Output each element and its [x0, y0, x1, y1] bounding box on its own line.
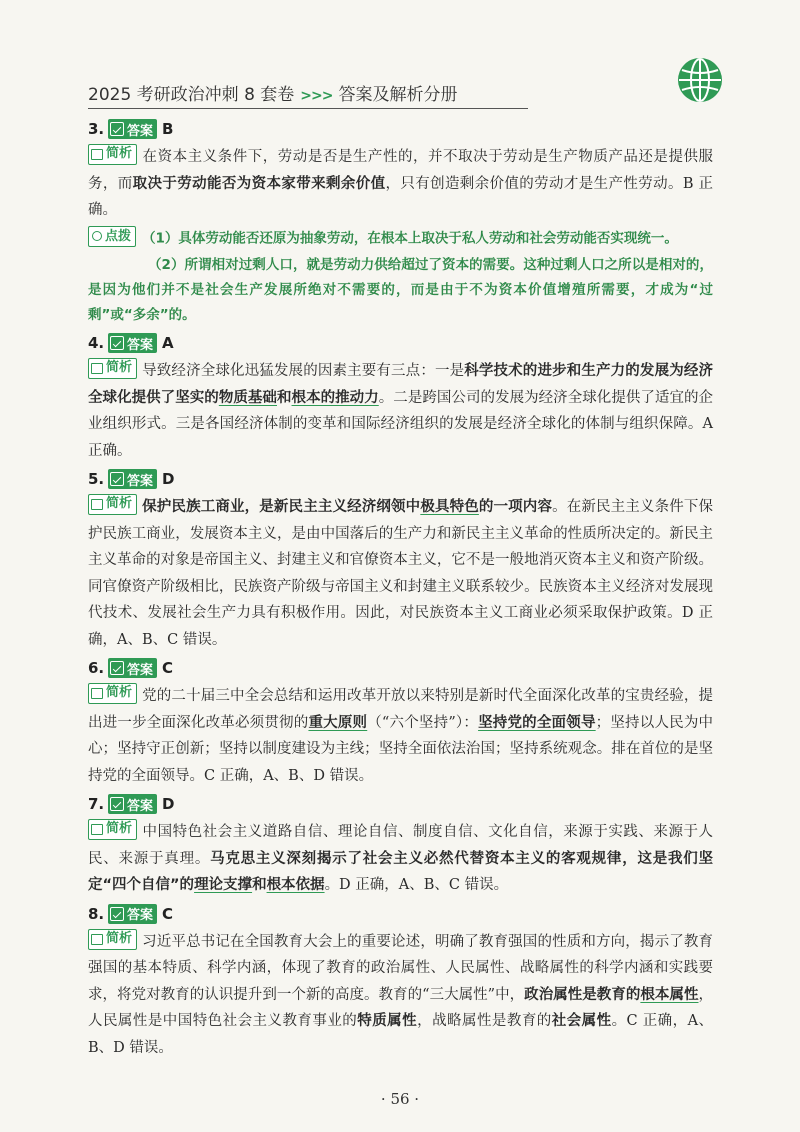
question-number: 8. — [88, 904, 105, 923]
page-header — [88, 76, 728, 110]
answer-badge — [108, 904, 157, 924]
answer-badge — [108, 469, 157, 489]
question-number: 7. — [88, 795, 105, 813]
answer-letter: A — [162, 334, 174, 352]
answer-badge-label: 答案 — [127, 473, 154, 489]
header-title — [88, 80, 458, 105]
answer-letter: D — [162, 470, 175, 488]
tip-text: （2）所谓相对过剩人口，就是劳动力供给超过了资本的需要。这种过剩人口之所以是相对的，是因为他们并不是社会生产发展所绝对不需要的，而是由于不为资本价值增殖所需要，才成为“过剩”或“多余”的。 — [88, 257, 713, 323]
tip-badge — [88, 226, 136, 247]
book-icon — [91, 363, 103, 374]
check-edit-icon — [110, 472, 124, 486]
header-subtitle: 答案及解析分册 — [338, 85, 458, 105]
analysis-paragraph — [88, 683, 713, 789]
answer-badge-label: 答案 — [127, 908, 154, 923]
book-icon — [91, 934, 103, 945]
analysis-text: 导致经济全球化迅猛发展的因素主要有三点：一是 — [142, 363, 465, 379]
check-edit-icon — [110, 907, 124, 921]
analysis-paragraph — [88, 144, 713, 224]
analysis-badge — [88, 358, 137, 379]
analysis-text: 社会属性 — [551, 1013, 612, 1029]
analysis-badge — [88, 929, 137, 950]
analysis-text: 党的二十届三中全会总结和运用改革开放以来特别是新时代全面深化改革的宝贵经验，提出进一步全面深化改革必须贯彻的 — [88, 688, 713, 731]
analysis-badge — [88, 683, 137, 704]
analysis-text: 的一项内容 — [478, 499, 553, 515]
analysis-text: 政治属性是教育的 — [524, 986, 641, 1003]
page-number: · 56 · — [380, 1090, 420, 1108]
tip-paragraph — [88, 226, 713, 252]
analysis-text: ，只有创造剩余价值的劳动才是生产性劳动。B 正确。 — [88, 175, 714, 218]
analysis-text: 根本属性 — [640, 986, 699, 1003]
answer-row — [88, 328, 713, 358]
analysis-text: ；坚持以人民为中心；坚持守正创新；坚持以制度建设为主线；坚持全面依法治国；坚持系统观念。排在首位的是坚持党的全面领导。C 正确，A、B、D 错误。 — [88, 714, 714, 784]
answer-badge — [108, 658, 157, 678]
answer-badge-label: 答案 — [127, 798, 154, 814]
analysis-text: 在资本主义条件下，劳动是否是生产性的，并不取决于劳动是生产物质产品还是提供服务，而 — [88, 149, 713, 192]
analysis-text: 根本的推动力 — [291, 389, 379, 406]
answer-letter: C — [162, 659, 174, 677]
analysis-badge-label: 简析 — [106, 930, 133, 946]
answer-row — [88, 653, 713, 683]
analysis-badge — [88, 494, 137, 515]
answer-badge — [108, 119, 157, 139]
answer-badge-label: 答案 — [127, 123, 154, 139]
answer-row — [88, 464, 713, 494]
analysis-text: 和 — [252, 877, 267, 893]
analysis-text: 特质属性 — [357, 1013, 418, 1029]
tip-paragraph — [88, 253, 713, 328]
check-edit-icon — [110, 661, 124, 675]
check-edit-icon — [110, 122, 124, 136]
answer-letter: B — [162, 120, 174, 138]
analysis-text: ，人民属性是中国特色社会主义教育事业的 — [88, 986, 713, 1029]
book-icon — [91, 688, 103, 699]
analysis-text: 和 — [276, 389, 292, 406]
answer-badge — [108, 333, 157, 353]
analysis-text: 科学技术的进步和生产力的发展为经济全球化提供了坚实的 — [88, 363, 713, 406]
analysis-badge — [88, 144, 137, 165]
answer-letter: C — [162, 904, 174, 923]
analysis-text: 马克思主义深刻揭示了社会主义必然代替资本主义的客观规律，这是我们坚定“四个自信”的 — [88, 850, 714, 893]
analysis-text: 。在新民主主义条件下保护民族工商业，发展资本主义，是由中国落后的生产力和新民主主义革命的性质所决定的。新民主主义革命的对象是帝国主义、封建主义和官僚资本主义，它不是一般地消灭资本主义和资产阶级。同官僚资产阶级相比，民族资产阶级与帝国主义和封建主义联系较少。民族资本主义经济对发展现代技术、发展社会生产力具有积极作用。因此，对民族资本主义工商业必须采取保护政策。D 正确，A、B、C 错误。 — [88, 499, 713, 648]
answer-badge-label: 答案 — [127, 337, 154, 353]
analysis-text: （“六个坚持”）： — [367, 714, 479, 731]
tip-badge-label: 点拨 — [105, 228, 132, 244]
tip-text: （1）具体劳动能否还原为抽象劳动，在根本上取决于私人劳动和社会劳动能否实现统一。 — [142, 230, 678, 246]
answer-row — [88, 114, 713, 144]
analysis-paragraph — [88, 358, 713, 464]
lightbulb-icon — [92, 231, 102, 241]
analysis-paragraph — [88, 494, 713, 653]
analysis-badge — [88, 819, 137, 840]
analysis-text: 物质基础 — [218, 389, 277, 406]
analysis-text: 。C 正确，A、B、D 错误。 — [88, 1013, 714, 1056]
analysis-text: 理论支撑 — [194, 877, 253, 893]
analysis-text: ，战略属性是教育的 — [417, 1013, 552, 1029]
answer-row — [88, 789, 713, 819]
answer-letter: D — [162, 795, 175, 813]
answer-row — [88, 899, 713, 929]
analysis-paragraph — [88, 819, 713, 899]
question-number: 3. — [88, 120, 105, 138]
globe-icon — [676, 56, 724, 104]
answer-content — [88, 114, 713, 1061]
analysis-text: 。二是跨国公司的发展为经济全球化提供了适宜的企业组织形式。三是各国经济体制的变革和国际经济组织的发展是经济全球化的体制与组织保障。A 正确。 — [88, 389, 714, 459]
analysis-badge-label: 简析 — [106, 496, 133, 512]
analysis-text: 中国特色社会主义道路自信、理论自信、制度自信、文化自信，来源于实践、来源于人民、来源于真理。 — [88, 824, 713, 867]
book-icon — [91, 149, 103, 160]
analysis-text: 根本依据 — [266, 877, 325, 893]
question-number: 5. — [88, 470, 105, 488]
question-number: 6. — [88, 659, 105, 677]
analysis-text: 。D 正确，A、B、C 错误。 — [324, 877, 509, 893]
check-edit-icon — [110, 797, 124, 811]
analysis-badge-label: 简析 — [106, 685, 133, 701]
check-edit-icon — [110, 336, 124, 350]
book-title: 2025 考研政治冲刺 8 套卷 — [88, 85, 295, 105]
analysis-badge-label: 简析 — [106, 360, 133, 376]
question-number: 4. — [88, 334, 105, 352]
analysis-badge-label: 简析 — [106, 146, 133, 162]
answer-badge-label: 答案 — [127, 662, 154, 678]
analysis-paragraph — [88, 929, 713, 1062]
header-rule — [88, 108, 528, 109]
header-arrows: >>> — [300, 88, 333, 104]
analysis-badge-label: 简析 — [106, 821, 133, 837]
analysis-text: 保护民族工商业，是新民主主义经济纲领中 — [142, 499, 421, 515]
answer-badge — [108, 794, 157, 814]
analysis-text: 习近平总书记在全国教育大会上的重要论述，明确了教育强国的性质和方向，揭示了教育强国的基本特质、科学内涵，体现了教育的政治属性、人民属性、战略属性的科学内涵和实践要求，将党对教育的认识提升到一个新的高度。教育的“三大属性”中， — [88, 933, 713, 1003]
analysis-text: 坚持党的全面领导 — [478, 714, 596, 731]
tip-indent — [88, 257, 148, 273]
analysis-text: 极具特色 — [420, 499, 479, 515]
book-icon — [91, 499, 103, 510]
analysis-text: 取决于劳动能否为资本家带来剩余价值 — [132, 175, 386, 192]
analysis-text: 重大原则 — [308, 714, 368, 731]
book-icon — [91, 824, 103, 835]
